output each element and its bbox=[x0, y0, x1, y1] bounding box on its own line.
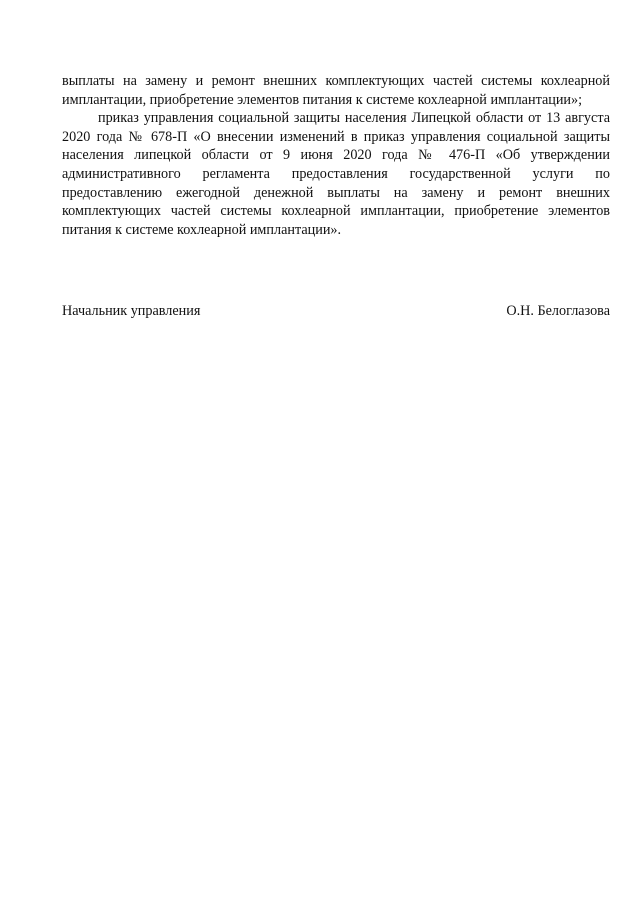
signatory-name: О.Н. Белоглазова bbox=[506, 303, 610, 319]
signatory-position: Начальник управления bbox=[62, 303, 201, 319]
signature-block bbox=[62, 302, 610, 321]
paragraph-order-reference: приказ управления социальной защиты населения Липецкой области от 13 августа 2020 года № 678-П «О внесении изменений в приказ управления социальной защиты населения липецкой области от 9 июня 2020 года № 476-П «Об утверждении административного регламента предоставления государственной услуги по предоставлению ежегодной денежной выплаты на замену и ремонт внешних комплектующих частей системы кохлеарной имплантации, приобретение элементов питания к системе кохлеарной имплантации». bbox=[62, 110, 610, 238]
paragraph-continuation: выплаты на замену и ремонт внешних комплектующих частей системы кохлеарной имплантации, приобретение элементов питания к системе кохлеарной имплантации»; bbox=[62, 73, 610, 108]
document-body bbox=[62, 72, 610, 239]
